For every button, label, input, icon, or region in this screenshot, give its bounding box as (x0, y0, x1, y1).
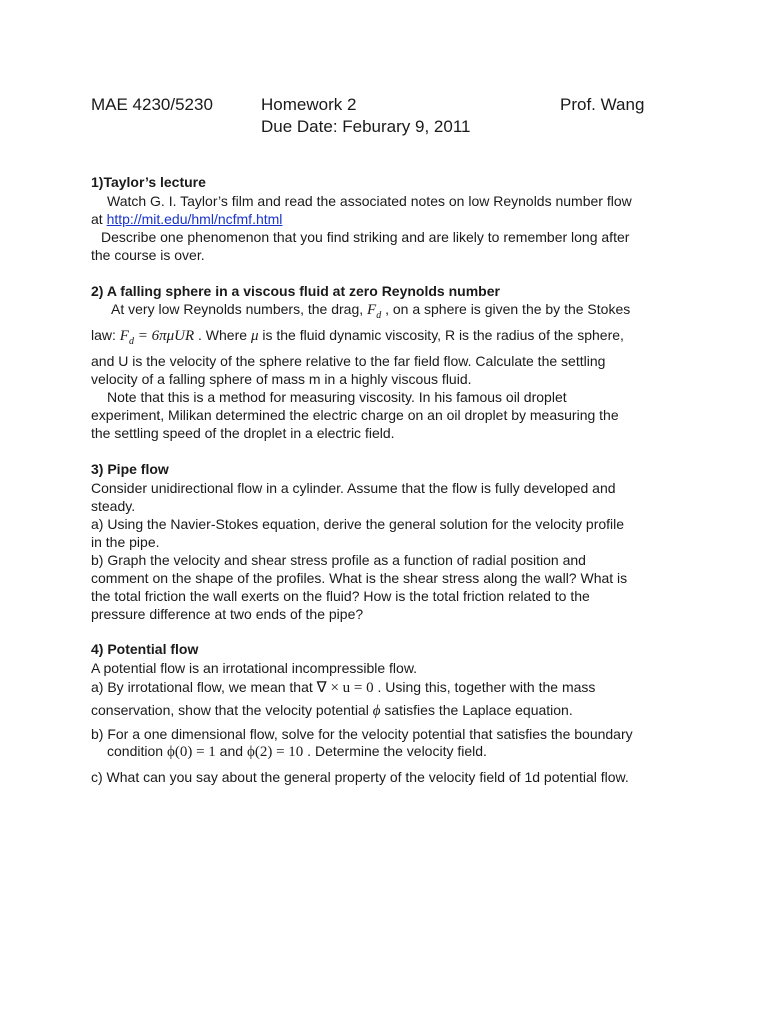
q4-l5a: condition (107, 743, 167, 759)
q1-line3: Describe one phenomenon that you find striking and are likely to remember long after (101, 229, 630, 245)
q2-line3: and U is the velocity of the sphere relative to the far field flow. Calculate the settling (91, 353, 606, 369)
q4-l5c: . Determine the velocity field. (303, 743, 487, 759)
q2-line7: the settling speed of the droplet in a electric field. (91, 425, 395, 441)
q3-line6: comment on the shape of the profiles. What is the shear stress along the wall? What is (91, 570, 628, 586)
curl-equation: ∇ × u = 0 (316, 680, 374, 696)
q1-heading: 1)Taylor’s lecture (91, 174, 206, 190)
q2-l2a: law: (91, 327, 120, 343)
q2-line4: velocity of a falling sphere of mass m in a highly viscous fluid. (91, 371, 472, 387)
professor-name: Prof. Wang (560, 95, 645, 114)
q3-line5: b) Graph the velocity and shear stress profile as a function of radial position and (91, 552, 586, 568)
q4-line3 (91, 701, 573, 721)
homework-title: Homework 2 (261, 95, 357, 114)
q4-line1: A potential flow is an irrotational incompressible flow. (91, 660, 418, 676)
q2-l1a: At very low Reynolds numbers, the drag, (111, 301, 368, 317)
q4-l2a: a) By irrotational flow, we mean that (91, 679, 317, 695)
stokes-law-equation: $F_d = 6\pi\mu UR$ (119, 328, 195, 347)
q4-l2b: . Using this, together with the mass (373, 679, 596, 695)
q3-line2: steady. (91, 498, 136, 514)
q3-heading: 3) Pipe flow (91, 461, 169, 477)
due-date: Due Date: Feburary 9, 2011 (261, 117, 471, 136)
q4-line4: b) For a one dimensional flow, solve for the velocity potential that satisfies the boundary (91, 726, 633, 742)
viscosity-symbol: μ (250, 328, 259, 344)
q4-line6: c) What can you say about the general property of the velocity field of 1d potential flow. (91, 769, 629, 785)
course-number: MAE 4230/5230 (91, 95, 213, 114)
q1-line1: Watch G. I. Taylor’s film and read the associated notes on low Reynolds number flow (107, 193, 632, 209)
q3-line4: in the pipe. (91, 534, 160, 550)
film-notes-link[interactable]: http://mit.edu/hml/ncfmf.html (106, 211, 283, 227)
q2-line5: Note that this is a method for measuring viscosity. In his famous oil droplet (107, 389, 567, 405)
q2-l1b: , on a sphere is given the by the Stokes (381, 301, 631, 317)
q3-line8: pressure difference at two ends of the pipe? (91, 606, 364, 622)
q3-line1: Consider unidirectional flow in a cylinder. Assume that the flow is fully developed and (91, 480, 616, 496)
q4-heading: 4) Potential flow (91, 641, 199, 657)
phi-symbol: ϕ (372, 703, 381, 719)
q4-line5 (107, 742, 487, 762)
boundary-condition-2: ϕ(2) = 10 (246, 744, 304, 760)
q4-l3b: satisfies the Laplace equation. (380, 702, 573, 718)
q2-l2c: is the fluid dynamic viscosity, R is the radius of the sphere, (258, 327, 624, 343)
q4-l3a: conservation, show that the velocity potential (91, 702, 373, 718)
q4-l5b: and (215, 743, 247, 759)
q1-line2 (91, 210, 282, 229)
q2-heading: 2) A falling sphere in a viscous fluid at zero Reynolds number (91, 283, 500, 299)
q2-line2 (91, 326, 624, 352)
q4-line2 (91, 678, 595, 698)
q1-line4: the course is over. (91, 247, 205, 263)
q2-line1 (111, 300, 630, 326)
boundary-condition-1: ϕ(0) = 1 (166, 744, 216, 760)
q1-at: at (91, 211, 107, 227)
drag-symbol: $F_d$ (367, 302, 382, 321)
q3-line7: the total friction the wall exerts on the fluid? How is the total friction related to the (91, 588, 590, 604)
q2-l2b: . Where (194, 327, 251, 343)
q3-line3: a) Using the Navier-Stokes equation, derive the general solution for the velocity profile (91, 516, 625, 532)
q2-line6: experiment, Milikan determined the electric charge on an oil droplet by measuring the (91, 407, 619, 423)
